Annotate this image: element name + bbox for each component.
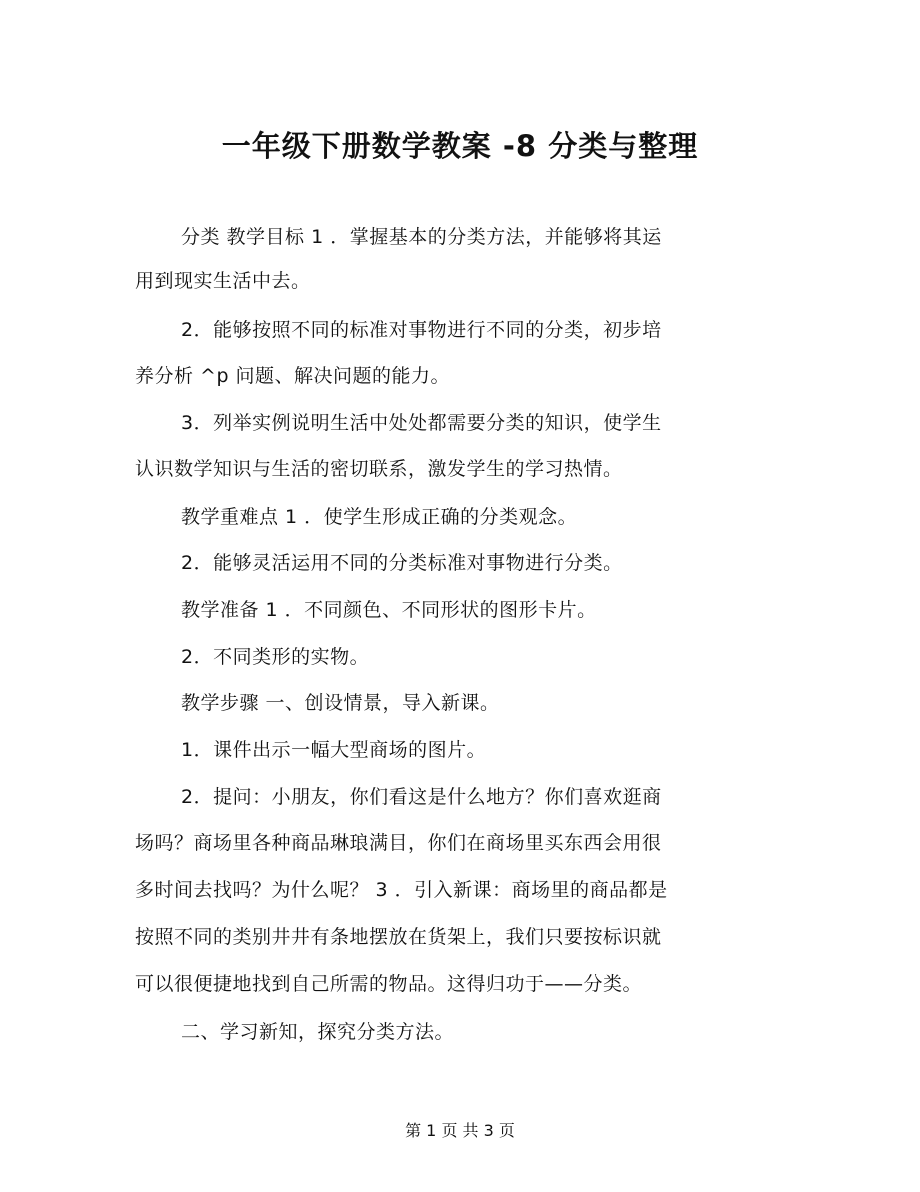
paragraph-line: 1．课件出示一幅大型商场的图片。 xyxy=(181,739,487,761)
paragraph-line: 2．能够灵活运用不同的分类标准对事物进行分类。 xyxy=(181,552,623,574)
paragraph-line: 教学步骤 一、创设情景，导入新课。 xyxy=(181,692,500,714)
paragraph-line: 教学重难点 1 ．使学生形成正确的分类观念。 xyxy=(181,506,578,528)
paragraph-line: 按照不同的类别井井有条地摆放在货架上，我们只要按标识就 xyxy=(135,926,662,948)
paragraph-line: 教学准备 1 ．不同颜色、不同形状的图形卡片。 xyxy=(181,599,597,621)
paragraph-line: 2．提问：小朋友，你们看这是什么地方？你们喜欢逛商 xyxy=(181,786,662,808)
document-title: 一年级下册数学教案 -8 分类与整理 xyxy=(221,129,699,163)
paragraph-line: 用到现实生活中去。 xyxy=(135,270,311,292)
paragraph-line: 多时间去找吗？为什么呢？ 3 ．引入新课：商场里的商品都是 xyxy=(135,879,668,901)
paragraph-line: 2．不同类形的实物。 xyxy=(181,646,370,668)
paragraph-line: 2．能够按照不同的标准对事物进行不同的分类，初步培 xyxy=(181,319,662,341)
paragraph-line: 二、学习新知，探究分类方法。 xyxy=(181,1021,455,1043)
paragraph-line: 场吗？商场里各种商品琳琅满目，你们在商场里买东西会用很 xyxy=(135,832,662,854)
paragraph-line: 可以很便捷地找到自己所需的物品。这得归功于——分类。 xyxy=(135,973,643,995)
paragraph-line: 养分析 ^p 问题、解决问题的能力。 xyxy=(135,365,451,387)
paragraph-line: 认识数学知识与生活的密切联系，激发学生的学习热情。 xyxy=(135,458,623,480)
paragraph-line: 3．列举实例说明生活中处处都需要分类的知识，使学生 xyxy=(181,412,662,434)
paragraph-line: 分类 教学目标 1 ．掌握基本的分类方法，并能够将其运 xyxy=(181,226,662,248)
page-number: 第 1 页 共 3 页 xyxy=(405,1121,515,1140)
